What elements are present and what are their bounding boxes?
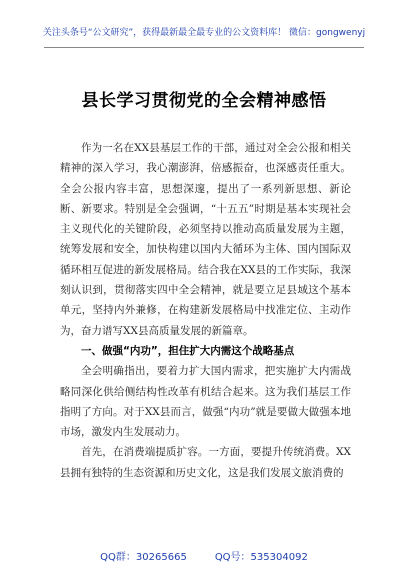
page-header xyxy=(0,0,408,70)
document-body xyxy=(60,138,351,483)
document-title: 县长学习贯彻党的全会精神感悟 xyxy=(81,91,327,111)
paragraph-section1-a: 全会明确指出，要着力扩大国内需求，把实施扩大内需战略同深化供给侧结构性改革有机结合起来。这为我们基层工作指明了方向。对于XX县而言，做强“内功”就是要做大做强本地市场，激发内生发展动力。 xyxy=(60,365,351,439)
page-footer xyxy=(0,548,408,563)
paragraph-section1-b: 首先，在消费端提质扩容。一方面，要提升传统消费。XX县拥有独特的生态资源和历史文化，这是我们发展文旅消费的 xyxy=(60,446,351,479)
header-divider xyxy=(44,47,364,48)
footer-qq-group: QQ群：30265665 xyxy=(100,552,187,563)
header-notice: 关注头条号“公文研究”，获得最新最全最专业的公文资料库！ 微信：gongwenyj xyxy=(42,28,366,38)
footer-qq-number: QQ号：535304092 xyxy=(214,552,308,563)
section-heading-1: 一、做强“内功”，担住扩大内需这个战略基点 xyxy=(81,344,295,357)
paragraph-intro: 作为一名在XX县基层工作的干部，通过对全会公报和相关精神的深入学习，我心潮澎湃，倍感振奋，也深感责任重大。全会公报内容丰富，思想深邃，提出了一系列新思想、新论断、新要求。特别是全会强调，“十五五”时期是基本实现社会主义现代化的关键阶段，必须坚持以推动高质量发展为主题，统筹发展和安全，加快构建以国内大循环为主体、国内国际双循环相互促进的新发展格局。结合我在XX县的工作实际，我深刻认识到，贯彻落实四中全会精神，就是要立足县域这个基本单元，坚持内外兼修，在构建新发展格局中找准定位、主动作为，奋力谱写XX县高质量发展的新篇章。 xyxy=(60,142,351,337)
